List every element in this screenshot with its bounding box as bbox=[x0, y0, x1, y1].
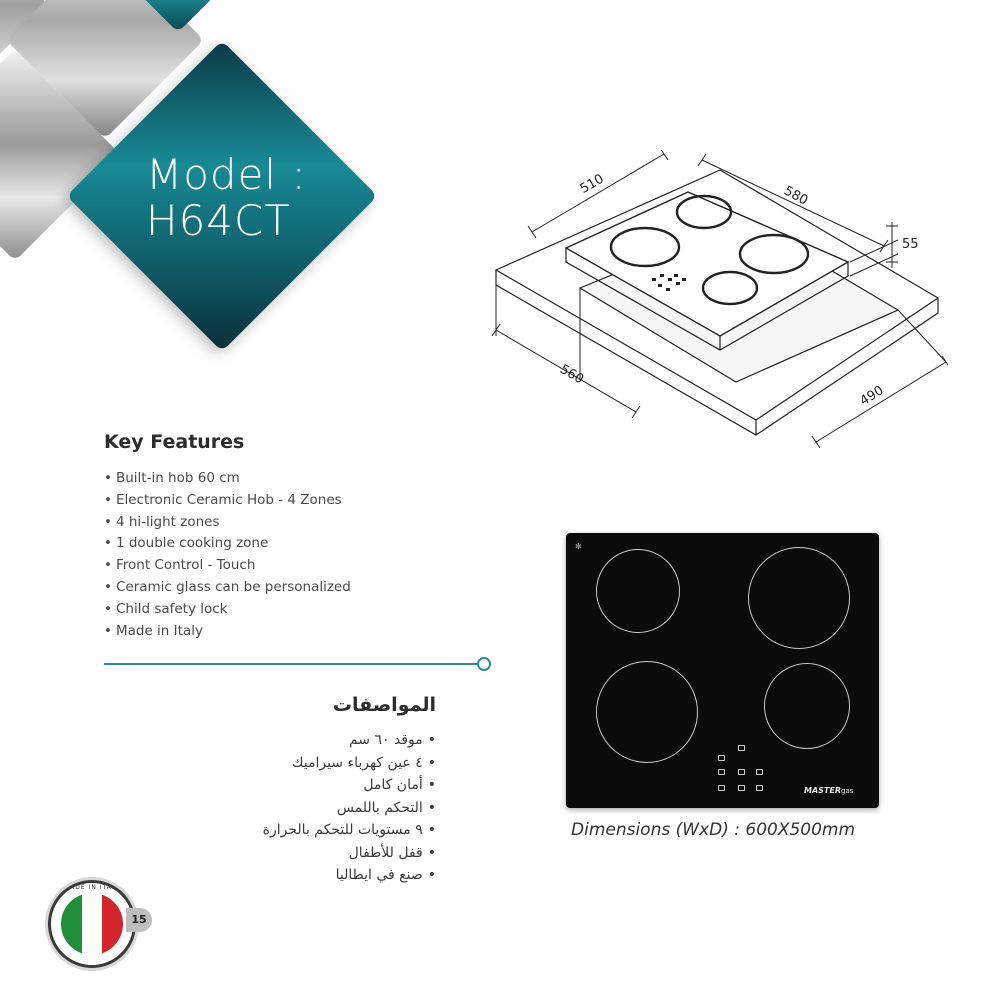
touch-control-icon bbox=[738, 785, 745, 791]
dim-depth-top: 580 bbox=[781, 183, 811, 209]
dim-width-top: 510 bbox=[577, 171, 607, 197]
list-item: • التحكم باللمس bbox=[263, 797, 436, 820]
list-item: • Front Control - Touch bbox=[104, 555, 351, 577]
model-label: Model : bbox=[146, 150, 307, 199]
touch-control-icon bbox=[738, 769, 745, 775]
list-item: • Built-in hob 60 cm bbox=[104, 468, 351, 490]
list-item: • صنع في ايطاليا bbox=[263, 864, 436, 887]
touch-control-icon bbox=[756, 769, 763, 775]
list-item: • 1 double cooking zone bbox=[104, 533, 351, 555]
list-item: • موقد ٦٠ سم bbox=[263, 729, 436, 752]
made-in-italy-badge bbox=[48, 880, 136, 968]
touch-control-icon bbox=[738, 745, 745, 751]
key-features-title: Key Features bbox=[104, 431, 245, 453]
touch-control-icon bbox=[756, 785, 763, 791]
list-item: • ٩ مستويات للتحكم بالحرارة bbox=[263, 819, 436, 842]
cooking-zone bbox=[748, 547, 850, 649]
touch-control-icon bbox=[718, 755, 725, 761]
list-item: • Made in Italy bbox=[104, 621, 351, 643]
dimension-drawing bbox=[488, 150, 948, 450]
dim-height: 55 bbox=[902, 237, 919, 252]
dim-cutout-width: 560 bbox=[557, 361, 587, 388]
touch-control-icon bbox=[718, 769, 725, 775]
arabic-features-title: المواصفات bbox=[332, 694, 436, 716]
list-item: • 4 hi-light zones bbox=[104, 512, 351, 534]
italy-flag-icon bbox=[61, 893, 123, 955]
dim-cutout-depth: 490 bbox=[857, 383, 887, 410]
key-features-list bbox=[104, 468, 351, 642]
arabic-features-list bbox=[263, 729, 436, 887]
list-item: • قفل للأطفال bbox=[263, 842, 436, 865]
cooking-zone bbox=[596, 661, 698, 763]
badge-text: MADE IN ITALY bbox=[63, 884, 121, 891]
cooking-zone bbox=[596, 549, 680, 633]
touch-control-icon bbox=[718, 785, 725, 791]
list-item: • ٤ عين كهرباء سيراميك bbox=[263, 752, 436, 775]
page-number: 15 bbox=[126, 908, 152, 932]
list-item: • Child safety lock bbox=[104, 599, 351, 621]
model-title bbox=[146, 152, 366, 244]
hob-photo bbox=[566, 533, 879, 808]
model-code: H64CT bbox=[146, 196, 292, 245]
product-dimensions: Dimensions (WxD) : 600X500mm bbox=[571, 820, 856, 840]
divider-dot bbox=[477, 657, 491, 671]
list-item: • أمان كامل bbox=[263, 774, 436, 797]
list-item: • Ceramic glass can be personalized bbox=[104, 577, 351, 599]
cooking-zone bbox=[764, 663, 850, 749]
section-divider bbox=[104, 663, 480, 665]
ce-mark-icon: ✻ bbox=[575, 542, 582, 551]
brand-logo: MASTERgas bbox=[804, 786, 854, 795]
list-item: • Electronic Ceramic Hob - 4 Zones bbox=[104, 490, 351, 512]
